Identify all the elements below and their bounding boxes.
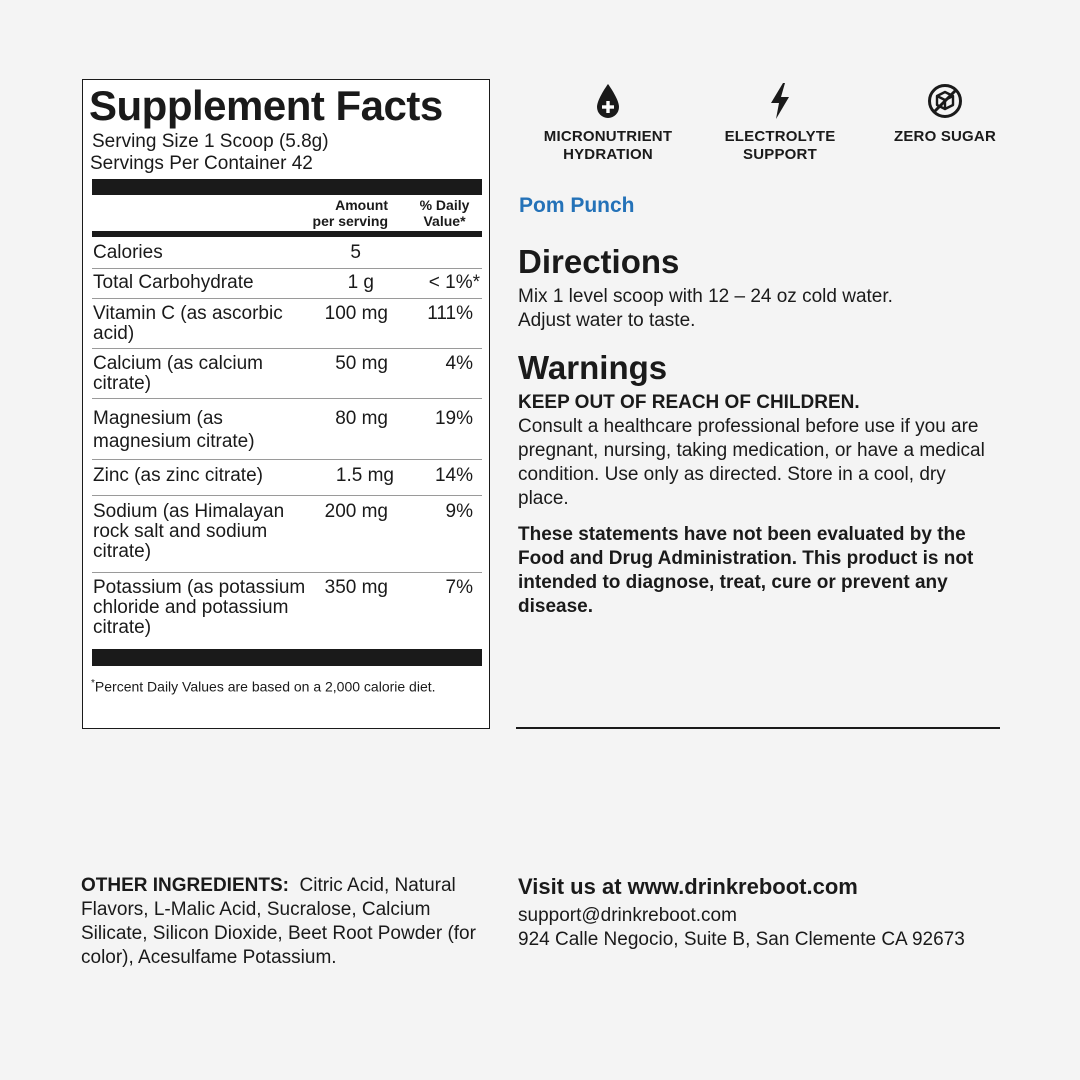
feature-label: ELECTROLYTE SUPPORT [724, 128, 836, 163]
warnings-title: Warnings [518, 349, 668, 386]
company-address: 924 Calle Negocio, Suite B, San Clemente CA 92673 [518, 929, 965, 950]
directions-text: Mix 1 level scoop with 12 – 24 oz cold water. Adjust water to taste. [518, 286, 893, 331]
section-divider [516, 727, 1000, 729]
medium-divider [92, 231, 482, 237]
other-ingredients: OTHER INGREDIENTS: Citric Acid, Natural Flavors, L-Malic Acid, Sucralose, Calcium Silicate, Silicon Dioxide, Beet Root Powder (for color), Acesulfame Potassium. [81, 875, 476, 968]
feature-label: MICRONUTRIENT HYDRATION [543, 128, 673, 163]
water-drop-plus-icon [528, 82, 688, 120]
warnings-text: Consult a healthcare professional before use if you are pregnant, nursing, taking medication, or have a medical condition. Use only as directed. Store in a cool, dry place. [518, 416, 985, 509]
feature-electrolyte-support [700, 82, 860, 164]
row-divider [92, 572, 482, 573]
support-email: support@drinkreboot.com [518, 905, 737, 926]
serving-size: Serving Size 1 Scoop (5.8g) [92, 131, 329, 152]
facts-footnote: *Percent Daily Values are based on a 2,000 calorie diet. [91, 678, 436, 695]
flavor-name: Pom Punch [519, 194, 635, 217]
directions-title: Directions [518, 243, 680, 280]
warnings-headline: KEEP OUT OF REACH OF CHILDREN. [518, 392, 860, 413]
row-divider [92, 348, 482, 349]
lightning-bolt-icon [700, 82, 860, 120]
row-divider [92, 268, 482, 269]
visit-website: Visit us at www.drinkreboot.com [518, 874, 858, 899]
amount-header: Amount per serving [312, 197, 388, 229]
daily-value-header: % Daily Value* [419, 197, 470, 229]
row-divider [92, 495, 482, 496]
servings-per-container: Servings Per Container 42 [90, 153, 313, 174]
supplement-facts-panel: Supplement Facts Serving Size 1 Scoop (5.8g) Servings Per Container 42 Amount per serving % Daily Value* Calories 5 Total Carbohydrate 1 g < 1%* Vitamin C (as ascorbic acid) 100 mg 111% Calcium (as calcium citrate) 50 mg 4% Magnesium (as magnesium citrate) 80 mg 19% Zinc (as zinc citrate) 1.5 mg 14% Sodium (as Himalayan rock salt and sodium citrate) 200 mg 9% Potassium (as potassium chloride and potassium citrate) 350 mg 7% *Percent Daily Values are based on a 2,000 calorie diet. [82, 79, 490, 729]
no-sugar-cube-icon [865, 82, 1025, 120]
thick-divider-bottom [92, 649, 482, 666]
feature-micronutrient-hydration [528, 82, 688, 164]
facts-title: Supplement Facts [89, 82, 443, 129]
contact-info [518, 904, 965, 952]
row-divider [92, 298, 482, 299]
row-divider [92, 459, 482, 460]
thick-divider-top [92, 179, 482, 195]
row-divider [92, 398, 482, 399]
feature-label: ZERO SUGAR [893, 128, 996, 145]
feature-zero-sugar [865, 82, 1025, 146]
fda-disclaimer: These statements have not been evaluated by the Food and Drug Administration. This product is not intended to diagnose, treat, cure or prevent any disease. [518, 524, 974, 617]
